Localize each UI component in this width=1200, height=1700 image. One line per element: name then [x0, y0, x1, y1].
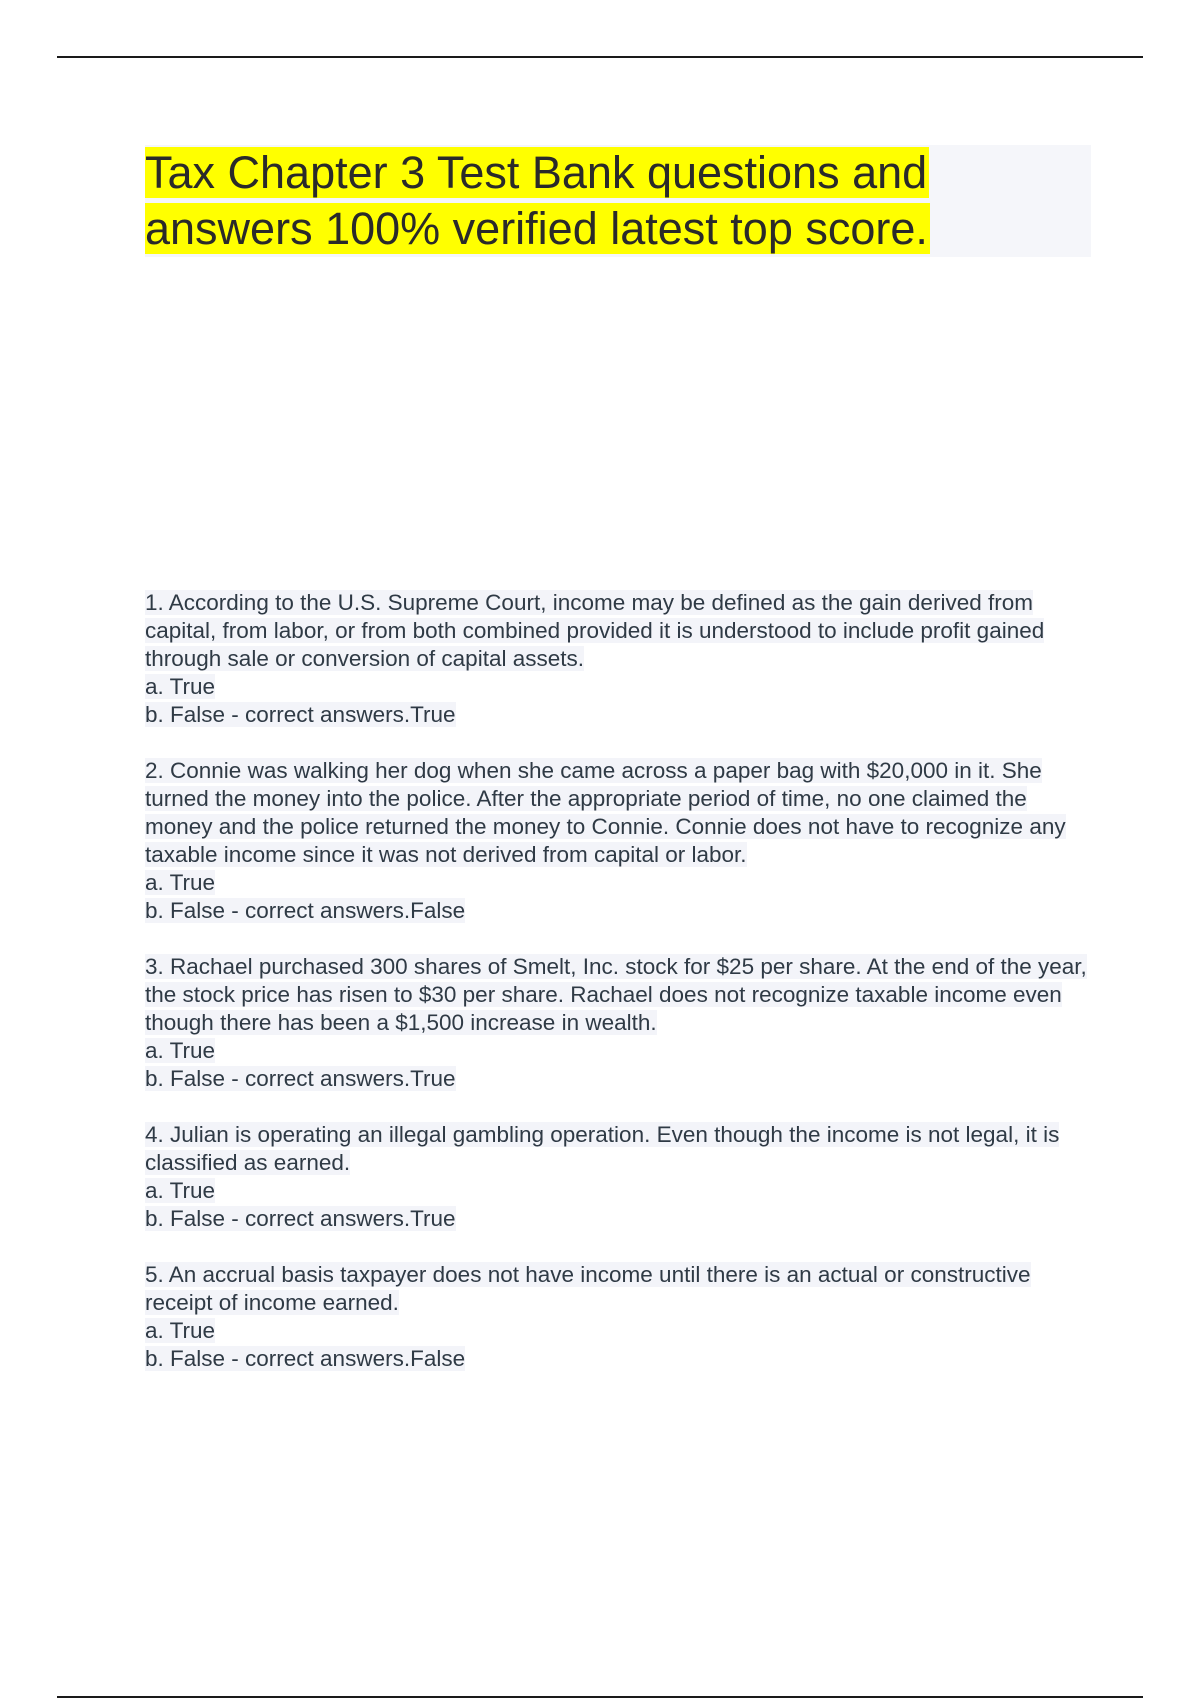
bottom-divider [57, 1696, 1143, 1698]
page-title [145, 145, 1091, 257]
option-a: a. True [145, 674, 216, 699]
option-b-answer: b. False - correct answers.False [145, 898, 466, 923]
option-b-answer: b. False - correct answers.True [145, 1206, 456, 1231]
question-item [145, 757, 1095, 925]
question-text: 3. Rachael purchased 300 shares of Smelt, Inc. stock for $25 per share. At the end of the year, the stock price has risen to $30 per share. Rachael does not recognize taxable income even though there has been a $1,500 increase in wealth. [145, 954, 1087, 1035]
option-a: a. True [145, 1318, 216, 1343]
option-a: a. True [145, 1178, 216, 1203]
page-title-text: Tax Chapter 3 Test Bank questions and answers 100% verified latest top score. [145, 147, 928, 254]
title-block [145, 145, 1091, 257]
question-text: 4. Julian is operating an illegal gambling operation. Even though the income is not legal, it is classified as earned. [145, 1122, 1060, 1175]
option-b-answer: b. False - correct answers.True [145, 702, 456, 727]
question-item [145, 1261, 1095, 1373]
question-text: 1. According to the U.S. Supreme Court, income may be defined as the gain derived from capital, from labor, or from both combined provided it is understood to include profit gained through sale or conversion of capital assets. [145, 590, 1045, 671]
question-list [145, 589, 1095, 1401]
question-item [145, 953, 1095, 1093]
question-item [145, 589, 1095, 729]
option-a: a. True [145, 870, 216, 895]
option-a: a. True [145, 1038, 216, 1063]
question-item [145, 1121, 1095, 1233]
question-text: 2. Connie was walking her dog when she came across a paper bag with $20,000 in it. She turned the money into the police. After the appropriate period of time, no one claimed the money and the police returned the money to Connie. Connie does not have to recognize any taxable income since it was not derived from capital or labor. [145, 758, 1066, 867]
option-b-answer: b. False - correct answers.False [145, 1346, 466, 1371]
option-b-answer: b. False - correct answers.True [145, 1066, 456, 1091]
question-text: 5. An accrual basis taxpayer does not have income until there is an actual or constructive receipt of income earned. [145, 1262, 1031, 1315]
top-divider [57, 56, 1143, 58]
